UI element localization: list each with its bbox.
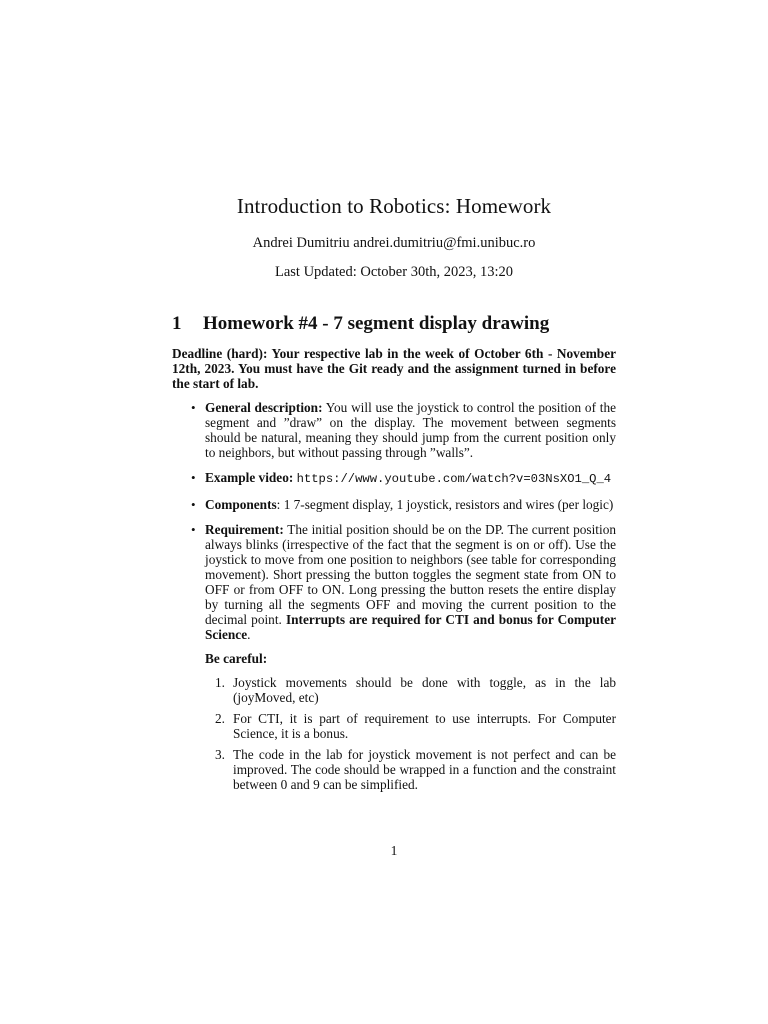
components-label: Components [205,497,277,512]
general-text: You will use the joystick to control the position of the segment and ”draw” on the display. The movement between segments should be natural, meaning they should jump from the current position only to neighbors, but without passing through ”walls”. [205,400,616,460]
author-line: Andrei Dumitriu andrei.dumitriu@fmi.unibuc.ro [252,235,536,251]
deadline-paragraph: Deadline (hard): Your respective lab in the week of October 6th - November 12th, 2023. You must have the Git ready and the assignment turned in before the start of lab. [172,346,616,391]
last-updated: Last Updated: October 30th, 2023, 13:20 [275,264,513,280]
section-number: 1 [172,313,182,334]
item-text: Joystick movements should be done with toggle, as in the lab (joyMoved, etc) [233,675,616,705]
requirement-end: . [247,627,251,642]
section-title: Homework #4 - 7 segment display drawing [203,313,550,334]
careful-item [205,711,616,741]
bullet-general [172,400,616,460]
careful-list [205,675,616,792]
careful-item [205,675,616,705]
requirement-label: Requirement: [205,522,284,537]
document-title: Introduction to Robotics: Homework [236,194,552,218]
page-number: 1 [390,843,398,858]
be-careful-heading: Be careful: [205,651,268,666]
components-text: : 1 7-segment display, 1 joystick, resistors and wires (per logic) [276,497,614,512]
bullet-list [172,400,616,802]
item-number: 1. [215,675,225,690]
video-label: Example video: [205,470,294,485]
bullet-components [172,497,616,512]
bullet-dot: • [191,400,196,415]
bullet-requirement [172,522,616,792]
requirement-text: The initial position should be on the DP. The current position always blinks (irrespective of the fact that the segment is on or off). Use the joystick to move from one position to neighbors (see table for corresponding movement). Short pressing the button toggles the segment state from ON to OFF or from OFF to ON. Long pressing the button resets the entire display by turning all the segments OFF and moving the current position to the decimal point. [205,522,616,627]
bullet-video [172,470,616,487]
general-label: General description: [205,400,323,415]
item-text: For CTI, it is part of requirement to use interrupts. For Computer Science, it is a bonus. [233,711,616,741]
requirement-bold-tail: Interrupts are required for CTI and bonus for Computer Science [205,612,616,642]
item-number: 3. [215,747,225,762]
bullet-dot: • [191,522,196,537]
item-text: The code in the lab for joystick movement is not perfect and can be improved. The code should be wrapped in a function and the constraint between 0 and 9 can be simplified. [233,747,616,792]
careful-item [205,747,616,792]
section-heading [172,313,549,335]
bullet-dot: • [191,497,196,512]
requirement-paragraph [205,522,616,642]
video-link[interactable]: https://www.youtube.com/watch?v=03NsXO1_Q_4 [296,472,612,486]
item-number: 2. [215,711,225,726]
bullet-dot: • [191,470,196,485]
